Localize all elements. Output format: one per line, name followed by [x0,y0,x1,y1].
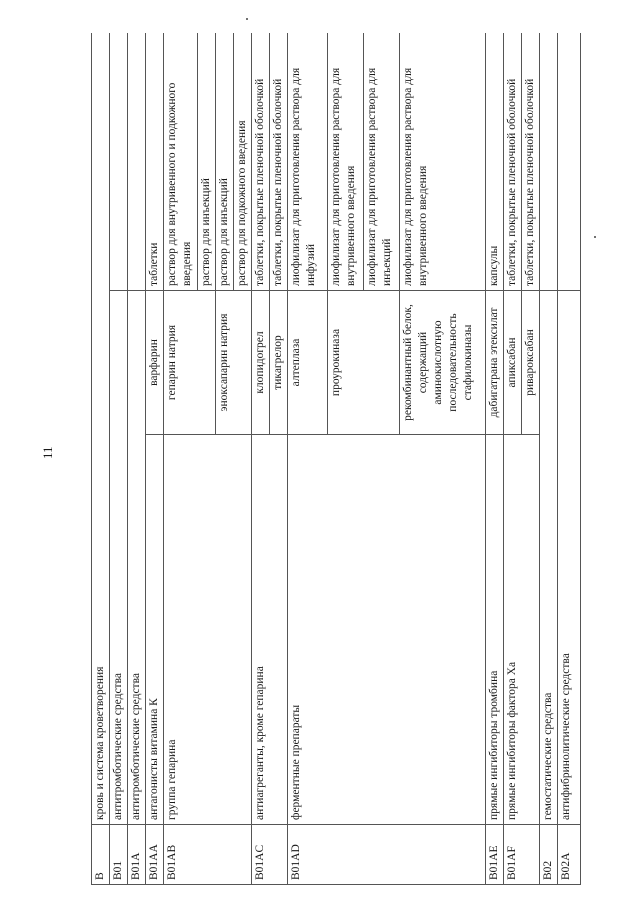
ingredient-cell: клопидогрел [252,291,270,435]
atc-code-cell: B01AE [486,825,504,885]
atc-code-cell: B01AF [504,825,540,885]
group-name-cell: группа гепарина [164,435,252,825]
ingredient-cell: тикагрелор [270,291,288,435]
scan-speck [594,236,596,238]
dosage-form-cell: лиофилизат для приготовления раствора для внутривенного введения [328,33,364,291]
dosage-form-cell: раствор для инъекций [198,33,216,291]
atc-code-cell: B01AD [288,825,486,885]
ingredient-cell: варфарин [146,291,164,435]
dosage-form-cell: лиофилизат для приготовления раствора для инфузий [288,33,328,291]
dosage-form-cell [540,33,558,291]
group-name-cell: антитромботические средства [110,291,128,825]
atc-code-cell: B [92,825,110,885]
dosage-form-cell: раствор для подкожного введения [234,33,252,291]
dosage-form-cell [558,33,581,291]
ingredient-cell: проурокиназа [328,291,400,435]
dosage-form-cell: лиофилизат для приготовления раствора для внутривенного введения [400,33,486,291]
atc-code-cell: B02 [540,825,558,885]
ingredient-cell: дабигатрана этексилат [486,291,504,435]
table-row [504,33,522,885]
dosage-form-cell: таблетки [146,33,164,291]
dosage-form-cell: таблетки, покрытые пленочной оболочкой [522,33,540,291]
table-row [146,33,164,885]
scan-speck [246,18,248,20]
dosage-form-cell: капсулы [486,33,504,291]
ingredient-cell: гепарин натрия [164,291,216,435]
atc-code-cell: B01AC [252,825,288,885]
table-row [92,33,110,885]
table-row [164,33,198,885]
group-name-cell: прямые ингибиторы фактора Xa [504,435,540,825]
group-name-cell: антиагреганты, кроме гепарина [252,435,288,825]
drug-table [91,33,581,885]
group-name-cell: антагонисты витамина К [146,435,164,825]
dosage-form-cell: раствор для внутривенного и подкожного введения [164,33,198,291]
dosage-form-cell [128,33,146,291]
dosage-form-cell [110,33,128,291]
dosage-form-cell: лиофилизат для приготовления раствора для инъекций [364,33,400,291]
group-name-cell: кровь и система кроветворения [92,33,110,825]
table-row [540,33,558,885]
dosage-form-cell: таблетки, покрытые пленочной оболочкой [270,33,288,291]
ingredient-cell: алтеплаза [288,291,328,435]
atc-code-cell: B02A [558,825,581,885]
table-row [110,33,128,885]
group-name-cell: антифибринолитические средства [558,291,581,825]
page-number: 11 [40,446,55,459]
table-row [486,33,504,885]
dosage-form-cell: таблетки, покрытые пленочной оболочкой [504,33,522,291]
drug-table-wrapper [91,33,581,885]
group-name-cell: антитромботические средства [128,291,146,825]
ingredient-cell: рекомбинантный белок, содержащий аминокислотную последовательность стафилокиназы [400,291,486,435]
ingredient-cell: ривароксабан [522,291,540,435]
dosage-form-cell: раствор для инъекций [216,33,234,291]
atc-code-cell: B01A [128,825,146,885]
group-name-cell: гемостатические средства [540,291,558,825]
ingredient-cell: эноксапарин натрия [216,291,252,435]
table-row [288,33,328,885]
atc-code-cell: B01AB [164,825,252,885]
table-row [558,33,581,885]
table-row [252,33,270,885]
drug-table-rotated [91,33,581,885]
table-row [128,33,146,885]
atc-code-cell: B01 [110,825,128,885]
group-name-cell: прямые ингибиторы тромбина [486,435,504,825]
dosage-form-cell: таблетки, покрытые пленочной оболочкой [252,33,270,291]
ingredient-cell: апиксабан [504,291,522,435]
atc-code-cell: B01AA [146,825,164,885]
group-name-cell: ферментные препараты [288,435,486,825]
